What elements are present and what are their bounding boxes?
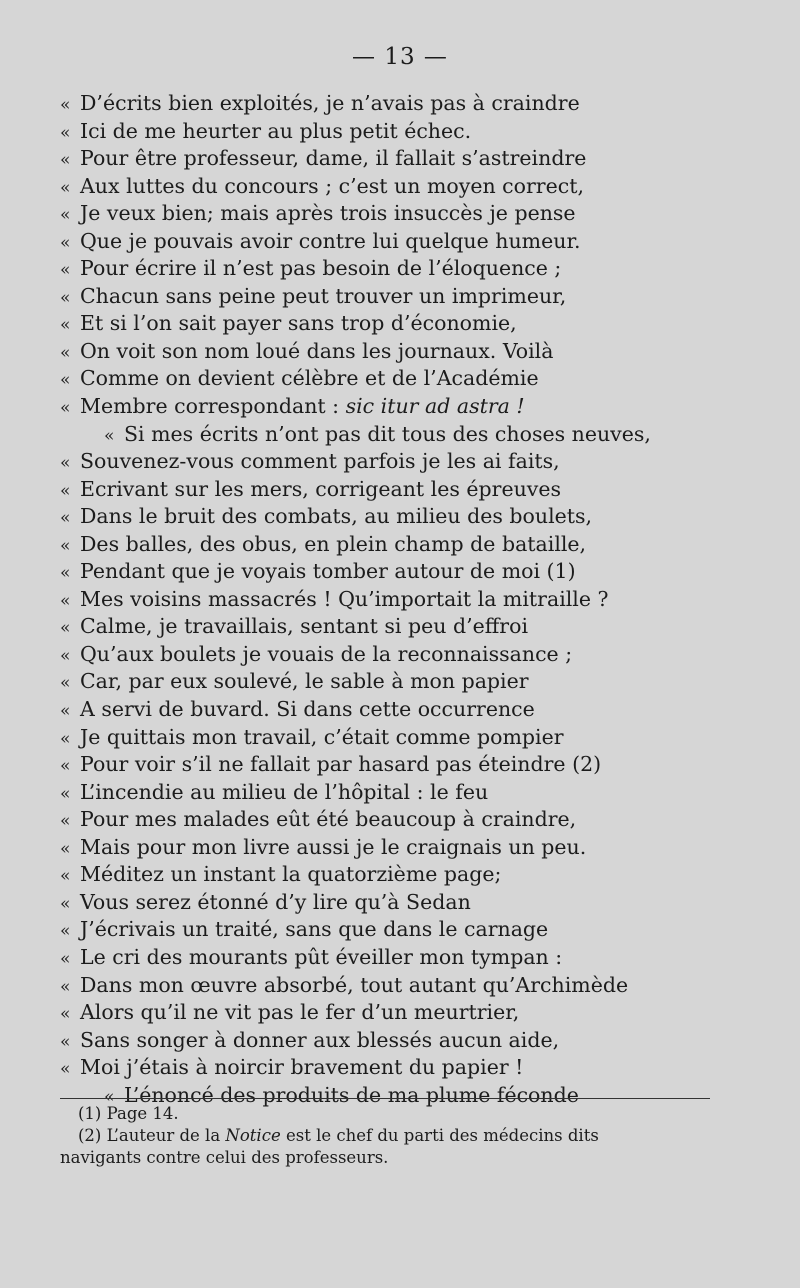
verse-text: Mes voisins massacrés ! Qu’importait la mitraille ?: [80, 586, 609, 611]
verse-line: [60, 1054, 780, 1082]
verse-text: Comme on devient célèbre et de l’Académie: [80, 366, 539, 391]
verse-text: Mais pour mon livre aussi je le craignais un peu.: [80, 834, 587, 859]
verse-line: [60, 1027, 780, 1055]
quote-mark: «: [60, 1004, 71, 1025]
verse-line: [60, 365, 780, 393]
verse-text: Je quittais mon travail, c’était comme pompier: [80, 724, 564, 749]
footnote-text: navigants contre celui des professeurs.: [60, 1148, 389, 1167]
verse-text: D’écrits bien exploités, je n’avais pas à craindre: [80, 91, 580, 115]
verse-text: Si mes écrits n’ont pas dit tous des choses neuves,: [124, 421, 651, 446]
footnote-italic: Notice: [225, 1126, 281, 1145]
verse-text: Sans songer à donner aux blessés aucun aide,: [80, 1027, 560, 1052]
footnote-text: Page 14.: [106, 1104, 179, 1123]
quote-mark: «: [60, 756, 71, 777]
verse-text: Vous serez étonné d’y lire qu’à Sedan: [80, 889, 471, 914]
verse-line: [60, 118, 780, 146]
quote-mark: «: [60, 177, 71, 198]
verse-line: [60, 310, 780, 338]
verse-text: Pour être professeur, dame, il fallait s’astreindre: [80, 146, 587, 171]
verse-line: [60, 668, 780, 696]
verse-line: [60, 724, 780, 752]
footnote-1: [60, 1103, 732, 1125]
quote-mark: «: [60, 287, 71, 308]
verse-italic: sic itur ad astra !: [345, 394, 525, 419]
footnote-text: L’auteur de la: [106, 1126, 226, 1145]
verse-text: A servi de buvard. Si dans cette occurrence: [80, 697, 535, 722]
quote-mark: «: [60, 1059, 71, 1080]
verse-line: [60, 779, 780, 807]
verse-line: [60, 173, 780, 201]
quote-mark: «: [104, 425, 115, 446]
quote-mark: «: [60, 728, 71, 749]
footnote-text: est le chef du parti des médecins dits: [280, 1126, 599, 1145]
verse-line: [60, 889, 780, 917]
quote-mark: «: [60, 535, 71, 556]
verse-line: [60, 338, 780, 366]
verse-line: [60, 255, 780, 283]
quote-mark: «: [60, 342, 71, 363]
quote-mark: «: [60, 948, 71, 969]
quote-mark: «: [60, 95, 71, 115]
verse-text: On voit son nom loué dans les journaux. Voilà: [80, 338, 554, 363]
verse-text: Chacun sans peine peut trouver un imprimeur,: [80, 283, 567, 308]
quote-mark: «: [60, 645, 71, 666]
quote-mark: «: [60, 315, 71, 336]
verse-line: [60, 145, 780, 173]
verse-text: Pour mes malades eût été beaucoup à craindre,: [80, 807, 577, 832]
verse-text: Aux luttes du concours ; c’est un moyen correct,: [80, 173, 584, 198]
verse-text: J’écrivais un traité, sans que dans le carnage: [80, 917, 549, 942]
quote-mark: «: [60, 260, 71, 281]
verse-line: [60, 999, 780, 1027]
quote-mark: «: [60, 232, 71, 253]
footnote-mark: (2): [78, 1126, 102, 1145]
verse-text: Des balles, des obus, en plein champ de bataille,: [80, 531, 587, 556]
quote-mark: «: [60, 122, 71, 143]
verse-text: Calme, je travaillais, sentant si peu d’effroi: [80, 614, 529, 639]
verse-text: Moi j’étais à noircir bravement du papier !: [80, 1055, 524, 1080]
verse-line: [60, 90, 780, 118]
verse-text: Le cri des mourants pût éveiller mon tympan :: [80, 944, 563, 969]
verse-line: [60, 944, 780, 972]
verse-text: Car, par eux soulevé, le sable à mon papier: [80, 669, 529, 694]
quote-mark: «: [60, 480, 71, 501]
poem: [60, 90, 780, 1109]
quote-mark: «: [60, 618, 71, 639]
verse-line: [60, 751, 780, 779]
verse-line: [60, 696, 780, 724]
verse-line: [60, 476, 780, 504]
verse-line: [60, 531, 780, 559]
verse-line: [60, 228, 780, 256]
quote-mark: «: [60, 673, 71, 694]
quote-mark: «: [60, 150, 71, 171]
quote-mark: «: [60, 893, 71, 914]
quote-mark: «: [60, 866, 71, 887]
quote-mark: «: [60, 205, 71, 226]
verse-line: [60, 393, 780, 421]
quote-mark: «: [104, 1086, 115, 1107]
verse-text: Méditez un instant la quatorzième page;: [80, 862, 502, 887]
quote-mark: «: [60, 453, 71, 474]
verse-line: [60, 641, 780, 669]
verse-line: [60, 448, 780, 476]
verse-line: [60, 283, 780, 311]
verse-line: [60, 806, 780, 834]
footnote-2: [60, 1125, 732, 1147]
verse-text: Et si l’on sait payer sans trop d’économie,: [80, 311, 517, 336]
verse-line: [60, 834, 780, 862]
verse-line: [60, 972, 780, 1000]
verse-line: [60, 613, 780, 641]
verse-text: Pour voir s’il ne fallait par hasard pas éteindre (2): [80, 752, 602, 777]
page-number: — 13 —: [352, 44, 448, 70]
verse-line: [60, 586, 780, 614]
quote-mark: «: [60, 1031, 71, 1052]
verse-text: L’énoncé des produits de ma plume féconde: [124, 1082, 579, 1107]
footnote-mark: (1): [78, 1104, 102, 1123]
verse-text: Dans mon œuvre absorbé, tout autant qu’Archimède: [80, 972, 629, 997]
quote-mark: «: [60, 398, 71, 419]
verse-text: Qu’aux boulets je vouais de la reconnaissance ;: [80, 641, 573, 666]
verse-text: Dans le bruit des combats, au milieu des boulets,: [80, 504, 593, 529]
quote-mark: «: [60, 783, 71, 804]
verse-text: Membre correspondant :: [80, 394, 346, 419]
quote-mark: «: [60, 701, 71, 722]
quote-mark: «: [60, 370, 71, 391]
verse-text: Je veux bien; mais après trois insuccès je pense: [80, 201, 576, 226]
verse-text: Ecrivant sur les mers, corrigeant les épreuves: [80, 476, 562, 501]
verse-text: Pour écrire il n’est pas besoin de l’éloquence ;: [80, 256, 562, 281]
quote-mark: «: [60, 508, 71, 529]
verse-text: Que je pouvais avoir contre lui quelque humeur.: [80, 228, 581, 253]
verse-text: Alors qu’il ne vit pas le fer d’un meurtrier,: [80, 1000, 520, 1025]
verse-line: [60, 916, 780, 944]
footnote-2-continuation: [60, 1147, 732, 1169]
footnotes: [60, 1103, 732, 1169]
verse-text: Pendant que je voyais tomber autour de moi (1): [80, 559, 576, 584]
quote-mark: «: [60, 976, 71, 997]
verse-text: Souvenez-vous comment parfois je les ai faits,: [80, 449, 560, 474]
verse-line: [60, 200, 780, 228]
verse-line: [60, 421, 780, 449]
verse-line: [60, 861, 780, 889]
verse-line: [60, 503, 780, 531]
quote-mark: «: [60, 921, 71, 942]
verse-text: L’incendie au milieu de l’hôpital : le feu: [80, 779, 489, 804]
verse-line: [60, 558, 780, 586]
quote-mark: «: [60, 838, 71, 859]
footnote-divider: [60, 1098, 710, 1099]
quote-mark: «: [60, 811, 71, 832]
verse-text: Ici de me heurter au plus petit échec.: [80, 118, 472, 143]
quote-mark: «: [60, 563, 71, 584]
quote-mark: «: [60, 590, 71, 611]
